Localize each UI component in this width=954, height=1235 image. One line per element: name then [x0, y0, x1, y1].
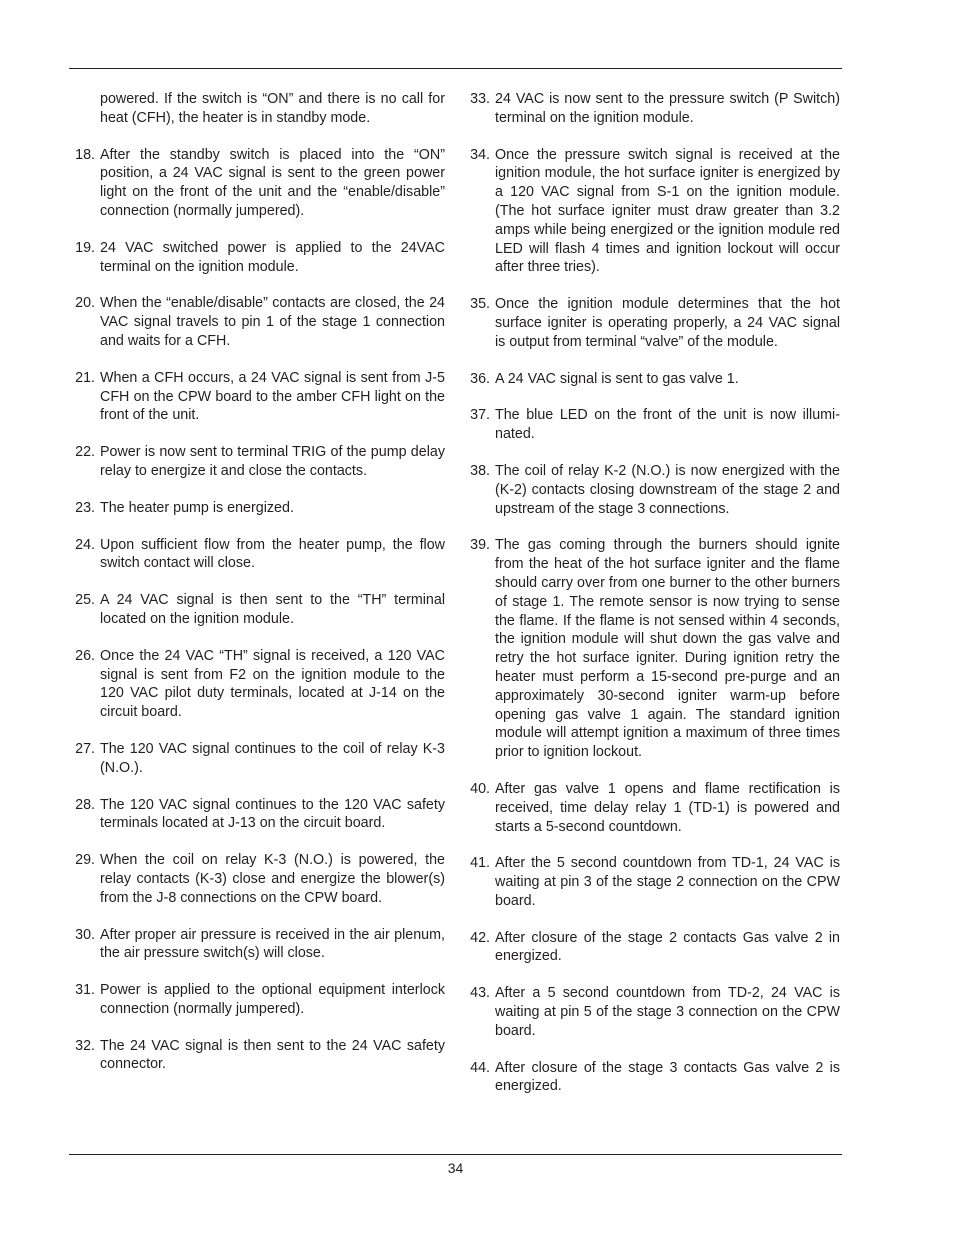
item-number: 21. [75, 369, 95, 386]
list-item [464, 929, 840, 967]
list-item [464, 984, 840, 1040]
list-item [464, 406, 840, 444]
item-number: 38. [470, 462, 490, 479]
item-number: 28. [75, 796, 95, 813]
list-item [69, 591, 445, 629]
right-column [464, 90, 840, 1096]
item-number: 20. [75, 295, 95, 312]
item-number: 34. [470, 146, 490, 163]
item-number: 27. [75, 740, 95, 757]
item-number: 33. [470, 91, 490, 107]
list-item [69, 647, 445, 722]
item-text: The 120 VAC signal continues to the 120 VAC safety terminals located at J-13 on the circuit board. [100, 796, 445, 832]
item-number: 43. [470, 985, 490, 1002]
list-item [69, 981, 445, 1019]
item-number: 31. [75, 982, 95, 999]
list-item [69, 926, 445, 964]
item-text: powered. If the switch is “ON” and there is no call for heat (CFH), the heater is in standby mode. [100, 91, 445, 126]
item-text: A 24 VAC signal is then sent to the “TH” terminal located on the ignition module. [100, 592, 445, 627]
item-text: The blue LED on the front of the unit is now illuminated. [495, 407, 840, 443]
list-item [69, 1037, 445, 1075]
item-number: 41. [470, 855, 490, 872]
item-text: The 120 VAC signal continues to the coil of relay K-3 (N.O.). [100, 740, 445, 776]
item-number: 22. [75, 444, 95, 461]
item-text: Power is now sent to terminal TRIG of the pump delay relay to energize it and close the contacts. [100, 444, 445, 479]
list-item [69, 740, 445, 778]
item-number: 24. [75, 536, 95, 553]
list-item [69, 239, 445, 277]
item-text: The gas coming through the burners should ignite from the heat of the hot surface igniter and the flame should carry over from one burner to the other burners of stage 1. The remote sensor is now trying to sense the flame. If the flame is not sensed within 4 seconds, the ignition module will shut down the gas valve and retry the hot surface igniter. During ignition retry the heater must perform a 15-second pre-purge and an approximately 30-second igniter warm-up before opening gas valve 1 again. The standard ignition module will attempt ignition a maximum of three times prior to ignition lockout. [495, 537, 840, 761]
item-text: The heater pump is energized. [100, 499, 294, 516]
list-item [69, 796, 445, 834]
list-item [464, 90, 840, 128]
item-text: After proper air pressure is received in the air plenum, the air pressure switch(s) will close. [100, 926, 445, 962]
page-number: 34 [447, 1160, 464, 1176]
list-item [69, 499, 445, 518]
item-text: When a CFH occurs, a 24 VAC signal is sent from J-5 CFH on the CPW board to the amber CFH light on the front of the unit. [100, 369, 445, 424]
item-text: After closure of the stage 3 contacts Gas valve 2 is energized. [495, 1059, 840, 1095]
list-item [464, 780, 840, 836]
left-column [69, 90, 445, 1074]
item-number: 39. [470, 537, 490, 554]
item-number: 37. [470, 407, 490, 424]
list-item [69, 369, 445, 425]
item-text: When the coil on relay K-3 (N.O.) is powered, the relay contacts (K-3) close and energize the blower(s) from the J-8 connections on the CPW board. [100, 852, 445, 906]
list-item [464, 370, 840, 389]
item-number: 25. [75, 592, 95, 609]
list-item [69, 536, 445, 574]
item-number: 18. [75, 146, 95, 163]
list-item [464, 295, 840, 351]
item-number: 26. [75, 647, 95, 664]
item-number: 29. [75, 852, 95, 869]
list-item [69, 146, 445, 221]
item-number: 36. [470, 370, 490, 387]
item-number: 44. [470, 1059, 490, 1076]
item-text: A 24 VAC signal is sent to gas valve 1. [495, 370, 739, 387]
item-text: Once the 24 VAC “TH” signal is received, a 120 VAC signal is sent from F2 on the ignition module to the 120 VAC pilot duty terminals, located at J-14 on the circuit board. [100, 647, 445, 721]
item-text: The coil of relay K-2 (N.O.) is now energized with the (K-2) contacts closing downstream of the stage 2 and upstream of the stage 3 connections. [495, 462, 840, 517]
item-number: 35. [470, 296, 490, 313]
item-number: 19. [75, 239, 95, 256]
list-item [69, 851, 445, 907]
list-item [464, 462, 840, 518]
item-number: 30. [75, 926, 95, 943]
item-number: 42. [470, 929, 490, 946]
list-item [69, 294, 445, 350]
item-number: 32. [75, 1037, 95, 1054]
item-text: The 24 VAC signal is then sent to the 24 VAC safety connector. [100, 1037, 445, 1073]
item-text: Once the ignition module determines that the hot surface igniter is operating properly, a 24 VAC signal is output from terminal “valve” of the module. [495, 296, 840, 350]
list-item [69, 443, 445, 481]
item-text: 24 VAC is now sent to the pressure switch (P Switch) terminal on the ignition module. [495, 91, 840, 126]
header-rule [69, 68, 842, 69]
item-text: Once the pressure switch signal is received at the ignition module, the hot surface igniter is energized by a 120 VAC signal from S-1 on the ignition module. (The hot surface igniter must draw greater than 3.2 amps while being energized or the ignition module red LED will flash 4 times and ignition lockout will occur after three tries). [495, 146, 840, 276]
item-text: After gas valve 1 opens and flame rectification is received, time delay relay 1 (TD-1) is powered and starts a 5-second countdown. [495, 780, 840, 835]
item-text: Power is applied to the optional equipment interlock connection (normally jumpered). [100, 982, 445, 1017]
footer-rule [69, 1154, 842, 1155]
item-text: After closure of the stage 2 contacts Gas valve 2 in energized. [495, 929, 840, 965]
list-item [464, 536, 840, 762]
list-item [464, 854, 840, 910]
list-item [69, 90, 445, 128]
item-text: Upon sufficient flow from the heater pump, the flow switch contact will close. [100, 536, 445, 572]
item-text: When the “enable/disable” contacts are closed, the 24 VAC signal travels to pin 1 of the stage 1 connection and waits for a CFH. [100, 295, 445, 349]
item-number: 23. [75, 499, 95, 516]
item-number: 40. [470, 780, 490, 797]
item-text: After a 5 second countdown from TD-2, 24 VAC is waiting at pin 5 of the stage 3 connection on the CPW board. [495, 985, 840, 1039]
item-text: 24 VAC switched power is applied to the 24VAC terminal on the ignition module. [100, 239, 445, 275]
list-item [464, 1059, 840, 1097]
list-item [464, 146, 840, 278]
item-text: After the standby switch is placed into the “ON” position, a 24 VAC signal is sent to the green power light on the front of the unit and the “enable/disable” connection (normally jumpered). [100, 146, 445, 219]
item-text: After the 5 second countdown from TD-1, 24 VAC is waiting at pin 3 of the stage 2 connection on the CPW board. [495, 855, 840, 909]
